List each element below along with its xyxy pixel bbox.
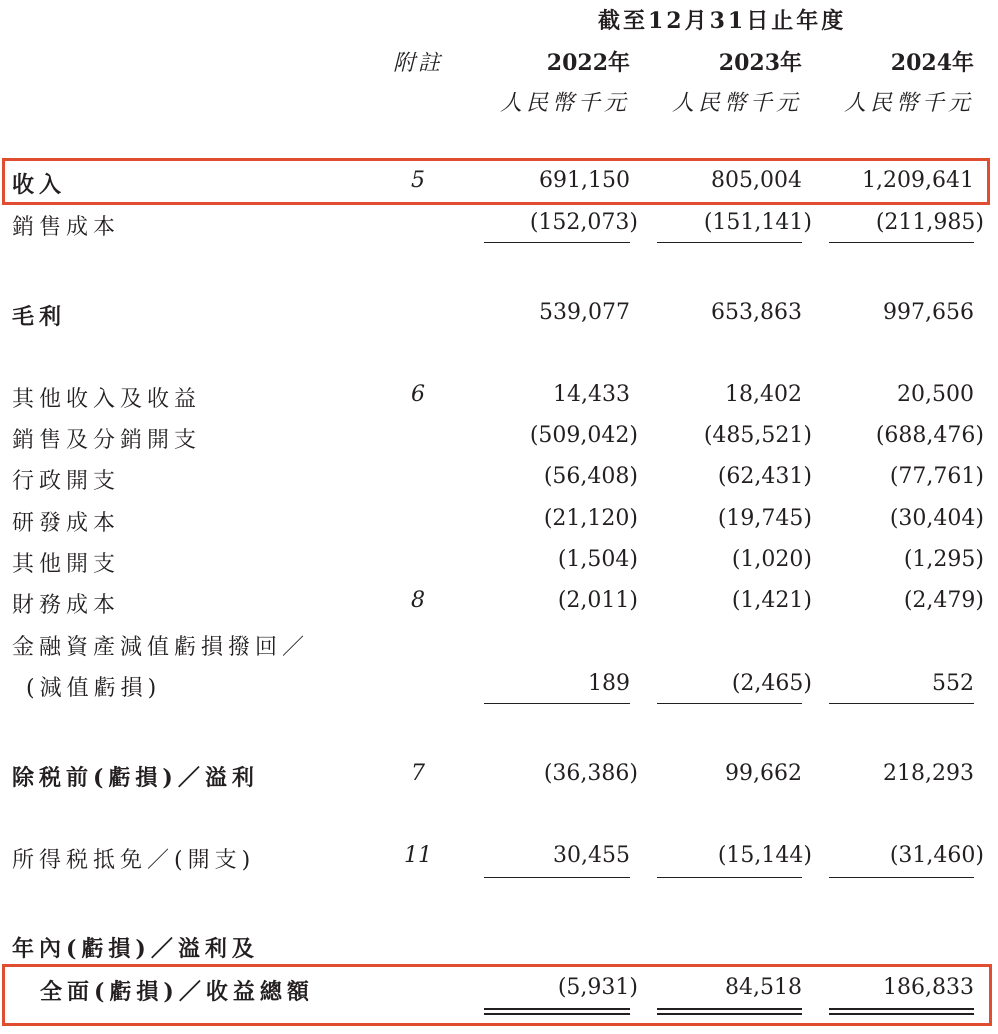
row-note-income-tax: 11 [404,843,432,868]
profit-before-tax-2024: 218,293 [883,761,974,786]
unit-header-2023: 人民幣千元 [671,91,802,116]
gross-profit-2023: 653,863 [711,300,802,325]
row-label-other-income: 其他收入及收益 [12,387,202,412]
subtotal-rule [484,242,630,243]
profit-before-tax-2023: 99,662 [725,761,802,786]
impairment-2022: 189 [588,671,630,696]
admin-expenses-2023: (62,431) [717,464,812,489]
income-tax-2024: (31,460) [889,843,984,868]
row-label-total-comprehensive-line2: 全面(虧損)／收益總額 [40,979,314,1005]
double-underline-bottom [829,1013,974,1015]
rd-costs-2023: (19,745) [717,506,812,531]
gross-profit-2024: 997,656 [883,300,974,325]
revenue-2023: 805,004 [711,168,802,193]
row-note-other-income: 6 [411,382,425,407]
finance-costs-2022: (2,011) [557,588,638,613]
unit-header-2022: 人民幣千元 [499,91,630,116]
unit-header-2024: 人民幣千元 [843,91,974,116]
total-comprehensive-2022: (5,931) [557,975,638,1000]
row-label-income-tax: 所得税抵免／(開支) [12,848,256,873]
finance-costs-2024: (2,479) [903,588,984,613]
year-header-2023: 2023年 [718,50,802,76]
row-note-finance-costs: 8 [411,588,425,613]
subtotal-rule [484,703,630,704]
other-income-2022: 14,433 [553,382,630,407]
admin-expenses-2022: (56,408) [543,464,638,489]
selling-expenses-2024: (688,476) [875,423,984,448]
note-column-header: 附註 [392,51,443,76]
revenue-2022: 691,150 [539,168,630,193]
impairment-2023: (2,465) [731,671,812,696]
total-comprehensive-2023: 84,518 [725,975,802,1000]
profit-before-tax-2022: (36,386) [543,761,638,786]
row-note-revenue: 5 [411,168,425,193]
row-label-selling-expenses: 銷售及分銷開支 [12,428,202,453]
row-label-other-expenses: 其他開支 [12,552,121,577]
row-label-impairment-line1: 金融資產減值虧損撥回／ [12,635,310,660]
other-expenses-2024: (1,295) [903,547,984,572]
row-label-admin-expenses: 行政開支 [12,469,121,494]
year-header-2022: 2022年 [546,50,630,76]
row-label-profit-before-tax: 除税前(虧損)／溢利 [12,765,259,791]
row-label-revenue: 收入 [12,172,67,198]
row-label-finance-costs: 財務成本 [12,593,121,618]
period-header: 截至12月31日止年度 [598,8,847,34]
gross-profit-2022: 539,077 [539,300,630,325]
other-expenses-2022: (1,504) [557,547,638,572]
subtotal-rule [657,877,802,878]
rd-costs-2022: (21,120) [543,506,638,531]
row-label-cost-of-sales: 銷售成本 [12,215,121,240]
double-underline-top [484,1008,630,1010]
row-label-rd-costs: 研發成本 [12,511,121,536]
subtotal-rule [829,877,974,878]
other-income-2023: 18,402 [725,382,802,407]
subtotal-rule [657,703,802,704]
cost-of-sales-2022: (152,073) [529,210,638,235]
row-label-impairment-line2: (減值虧損) [26,676,162,701]
impairment-2024: 552 [932,671,974,696]
double-underline-top [829,1008,974,1010]
subtotal-rule [829,242,974,243]
revenue-2024: 1,209,641 [862,168,974,193]
income-tax-2023: (15,144) [717,843,812,868]
row-label-total-comprehensive-line1: 年內(虧損)／溢利及 [12,936,259,962]
double-underline-top [657,1008,802,1010]
subtotal-rule [484,877,630,878]
subtotal-rule [829,703,974,704]
other-income-2024: 20,500 [897,382,974,407]
cost-of-sales-2023: (151,141) [703,210,812,235]
double-underline-bottom [657,1013,802,1015]
rd-costs-2024: (30,404) [889,506,984,531]
subtotal-rule [657,242,802,243]
double-underline-bottom [484,1013,630,1015]
finance-costs-2023: (1,421) [731,588,812,613]
row-note-profit-before-tax: 7 [411,761,425,786]
year-header-2024: 2024年 [890,50,974,76]
other-expenses-2023: (1,020) [731,547,812,572]
cost-of-sales-2024: (211,985) [875,210,984,235]
selling-expenses-2022: (509,042) [529,423,638,448]
selling-expenses-2023: (485,521) [703,423,812,448]
total-comprehensive-2024: 186,833 [883,975,974,1000]
row-label-gross-profit: 毛利 [12,304,67,330]
admin-expenses-2024: (77,761) [889,464,984,489]
income-tax-2022: 30,455 [553,843,630,868]
